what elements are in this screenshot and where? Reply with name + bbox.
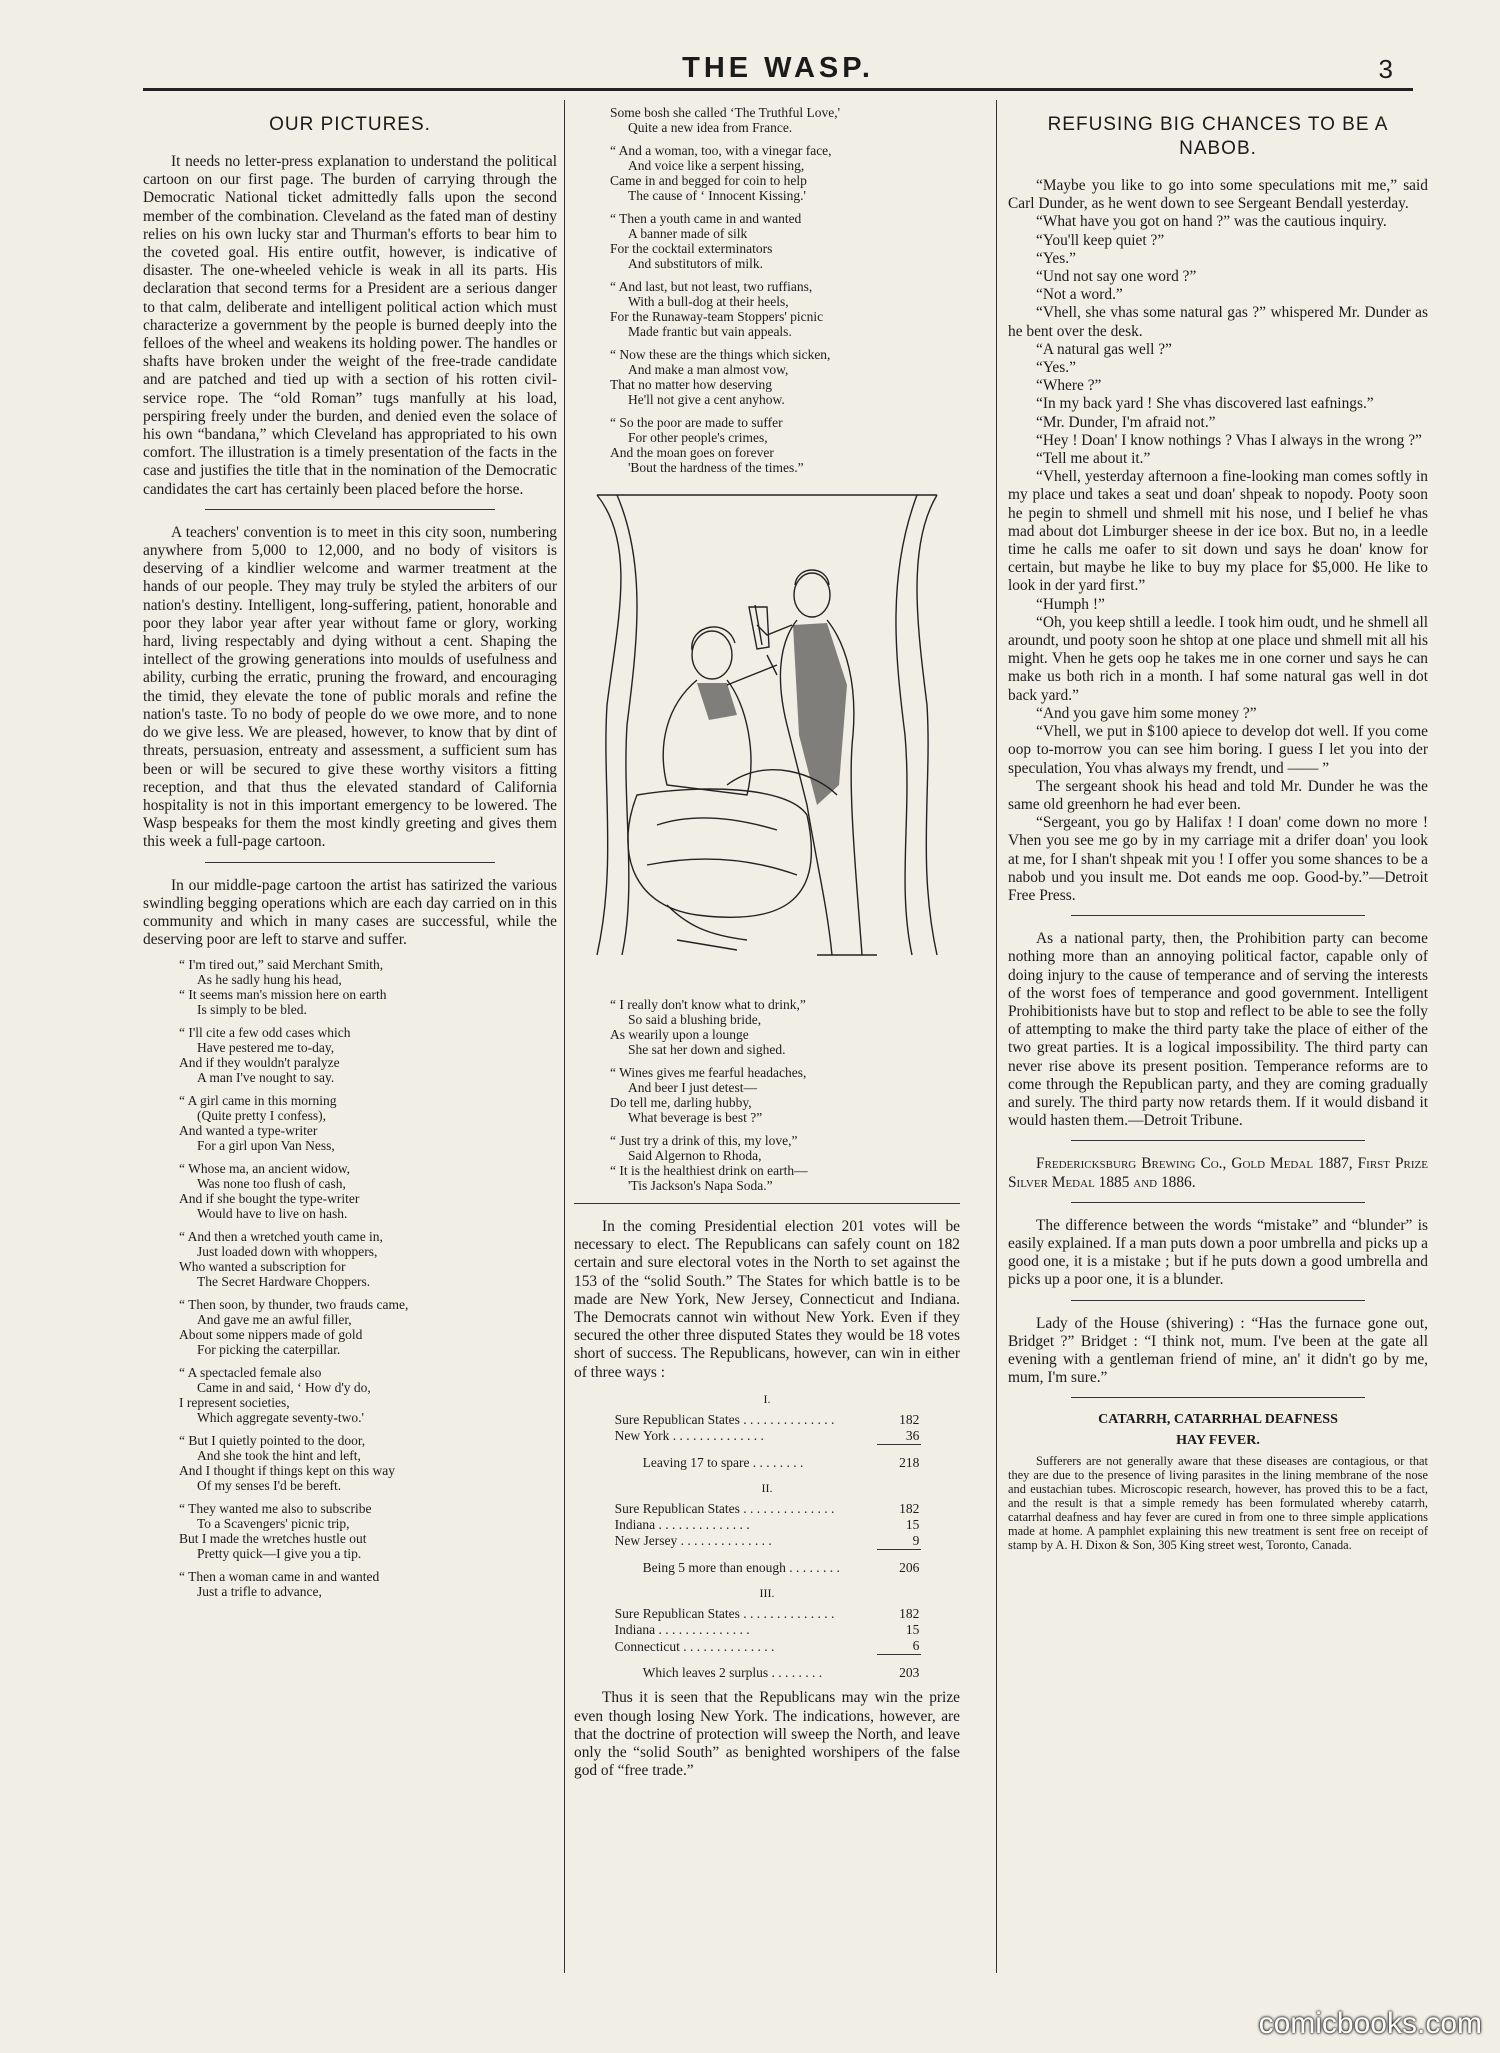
poem-line: “ Then soon, by thunder, two frauds came, bbox=[179, 1297, 409, 1313]
paragraph: In the coming Presidential election 201 votes will be necessary to elect. The Republicans can safely count on 182 certain and sure electoral votes in the North to set against the 153 of the “solid South.” The States for which battle is to be made are New York, New Jersey, Connecticut and Indiana. The Democrats cannot win without New York. Even if they secured the other three disputed States they would be 18 votes short of success. The Republicans, however, can win in either of three ways : bbox=[574, 1218, 960, 1381]
poem-line: “ Then a youth came in and wanted bbox=[610, 211, 802, 226]
poem-line: “ A spectacled female also bbox=[179, 1365, 322, 1381]
tally-numeral: I. bbox=[763, 1391, 771, 1406]
tally-table bbox=[613, 1606, 922, 1681]
tally-total-value: 218 bbox=[877, 1445, 921, 1472]
tally-row bbox=[613, 1638, 922, 1655]
poem-line: Quite a new idea from France. bbox=[628, 120, 793, 135]
poem-stanza bbox=[610, 279, 960, 339]
poem-stanza bbox=[179, 1025, 557, 1085]
poem-line: The cause of ‘ Innocent Kissing.' bbox=[628, 188, 806, 203]
ad-text: Sufferers are not generally aware that these diseases are contagious, or that they are due to the presence of living parasites in the lining membrane of the nose and eustachian tubes. Microscopic research, however, has proved this to be a fact, and the result is that a simple remedy has been formulated whereby catarrh, catarrhal deafness and hay fever are cured in from one to three simple applications made at home. A pamphlet explaining this new treatment is sent free on receipt of stamp by A. H. Dixon & Son, 305 King street west, Toronto, Canada. bbox=[1008, 1454, 1428, 1553]
poem-line: He'll not give a cent anyhow. bbox=[628, 392, 785, 407]
engraving-illustration bbox=[574, 485, 960, 985]
tally-value: 182 bbox=[899, 1606, 920, 1622]
poem-line: “ Just try a drink of this, my love,” bbox=[610, 1133, 798, 1148]
poem-stanza bbox=[179, 1433, 557, 1493]
divider bbox=[574, 1203, 960, 1204]
dialogue-line: “Vhell, we put in $100 apiece to develop dot well. If you come oop to-morrow you can see him boring. I guess I let you into der speculation, You vhas always my frendt, und —— ” bbox=[1008, 723, 1428, 777]
poem bbox=[574, 105, 960, 475]
tally-numeral: III. bbox=[759, 1586, 775, 1601]
poem-line: Would have to live on hash. bbox=[197, 1206, 348, 1222]
poem-stanza bbox=[610, 1133, 960, 1193]
brewing-notice: Fredericksburg Brewing Co., Gold Medal 1887, First Prize Silver Medal 1885 and 1886. bbox=[1008, 1155, 1428, 1191]
tally-total-label: Leaving 17 to spare . . . . . . . . bbox=[642, 1454, 804, 1470]
poem-stanza bbox=[610, 211, 960, 271]
poem-stanza bbox=[610, 1065, 960, 1125]
dialogue-line: “Vhell, she vhas some natural gas ?” whispered Mr. Dunder as he bent over the desk. bbox=[1008, 304, 1428, 340]
poem-line: “ Then a woman came in and wanted bbox=[179, 1569, 380, 1585]
poem-line: And she took the hint and left, bbox=[197, 1448, 361, 1464]
paragraph: The difference between the words “mistake” and “blunder” is easily explained. If a man puts down a poor umbrella and picks up a good one, it is a mistake ; but if he puts down a good umbrella and picks up a poor one, it is a blunder. bbox=[1008, 1216, 1428, 1289]
divider bbox=[1071, 1397, 1365, 1398]
poem-stanza bbox=[179, 1161, 557, 1221]
tally-total-value: 206 bbox=[877, 1550, 921, 1577]
dialogue-line: “And you gave him some money ?” bbox=[1036, 704, 1257, 722]
poem-stanza bbox=[179, 1365, 557, 1425]
poem-line: Made frantic but vain appeals. bbox=[628, 324, 792, 339]
poem-line: About some nippers made of gold bbox=[179, 1327, 363, 1343]
poem-line: “ Whose ma, an ancient widow, bbox=[179, 1161, 350, 1177]
couple-illustration bbox=[574, 485, 960, 985]
tally-label: New York . . . . . . . . . . . . . . bbox=[614, 1428, 764, 1444]
poem-line: As he sadly hung his head, bbox=[197, 972, 342, 988]
tally-row bbox=[613, 1428, 922, 1445]
tally-label: Connecticut . . . . . . . . . . . . . . bbox=[614, 1638, 775, 1654]
poem-line: Which aggregate seventy-two.' bbox=[197, 1410, 364, 1426]
tally-label: Sure Republican States . . . . . . . . . . . . . . bbox=[614, 1501, 835, 1517]
poem-stanza bbox=[610, 997, 960, 1057]
poem-stanza bbox=[610, 143, 960, 203]
paragraph: It needs no letter-press explanation to understand the political cartoon on our first page. The burden of carrying through the Democratic National ticket admittedly falls upon the second member of the combination. Cleveland as the fated man of destiny relies on his own lucky star and Thurman's efforts to bear him to the coveted goal. His entire outfit, however, is indicative of disaster. The one-wheeled vehicle is weak in all its parts. His declaration that second terms for a President are a serious danger to that calm, deliberate and intelligent political action which must characterize a government by the people is burned deeply into the felloes of the wheel and weakens its holding power. The handles or shafts have broken under the weight of the free-trade candidate and are patched and tied up with a section of his rotten civil-service rope. The “old Roman” tugs manfully at his load, perspiring freely under the burden, and denied even the solace of his own “bandana,” which Cleveland has appropriated to his own comfort. The illustration is a timely presentation of the facts in the case and justifies the title that in the nomination of the Democratic candidates the cart has certainly been placed before the horse. bbox=[143, 153, 557, 498]
tally-label: Sure Republican States . . . . . . . . . . . . . . bbox=[614, 1412, 835, 1428]
newspaper-title: THE WASP. bbox=[682, 52, 874, 84]
dialogue-line: “Sergeant, you go by Halifax ! I doan' come down no more ! Vhen you see me go by in my carriage mit a drifer doan' you look at me, for I shan't shpeak mit you ! I offer you some shances to be a nabob und you insult me. Dot eands me oop. Good-by.”—Detroit Free Press. bbox=[1008, 814, 1428, 904]
dialogue-line: “Humph !” bbox=[1036, 595, 1105, 613]
poem-line: But I made the wretches hustle out bbox=[179, 1531, 367, 1547]
poem-stanza bbox=[179, 1093, 557, 1153]
poem-line: “ And then a wretched youth came in, bbox=[179, 1229, 383, 1245]
divider bbox=[1071, 1202, 1365, 1203]
poem-line: And the moan goes on forever bbox=[610, 445, 774, 460]
poem-line: “ I really don't know what to drink,” bbox=[610, 997, 806, 1012]
dialogue-line: “Maybe you like to go into some speculations mit me,” said Carl Dunder, as he went down to see Sergeant Bendall yesterday. bbox=[1008, 177, 1428, 213]
tally-value: 36 bbox=[905, 1428, 920, 1444]
watermark: comicbooks.com bbox=[1258, 2007, 1482, 2040]
tally-total-row bbox=[613, 1655, 922, 1682]
article-heading: REFUSING BIG CHANCES TO BE A NABOB. bbox=[1047, 114, 1389, 159]
poem-line: “ They wanted me also to subscribe bbox=[179, 1501, 372, 1517]
electoral-tally bbox=[574, 1390, 960, 1682]
poem-line: And gave me an awful filler, bbox=[197, 1312, 352, 1328]
tally-value: 6 bbox=[912, 1638, 920, 1654]
column-left bbox=[143, 105, 557, 1973]
divider bbox=[1071, 1300, 1365, 1301]
poem-line: With a bull-dog at their heels, bbox=[628, 294, 789, 309]
poem-line: And wanted a type-writer bbox=[179, 1123, 318, 1139]
tally-row bbox=[613, 1412, 922, 1428]
poem-stanza bbox=[610, 105, 960, 135]
paragraph: A teachers' convention is to meet in this city soon, numbering anywhere from 5,000 to 12,000, and no body of visitors is deserving of a kindlier welcome and warmer treatment at the hands of our people. They may truly be styled the arbiters of our nation's destiny. Intelligent, long-suffering, patient, honorable and poor they labor year after year without fame or glory, working hard, living respectably and dying without a cent. Shaping the intellect of the growing generations into moulds of usefulness and ability, curbing the erratic, pruning the froward, and encouraging the timid, they elevate the tone of public morals and refine the nation's taste. To no body of people do we owe more, and to none do we give less. We are pleased, however, to know that by dint of threats, persuasion, entreaty and assessment, a sufficient sum has been or will be secured to give these worthy visitors a fitting reception, and that thus the elevated standard of California hospitality is not in this important emergency to be lowered. The Wasp bespeaks for them the most kindly greeting and gives them this week a full-page cartoon. bbox=[143, 523, 557, 851]
poem-line: And I thought if things kept on this way bbox=[179, 1463, 395, 1479]
ad-title: HAY FEVER. bbox=[1176, 1433, 1260, 1449]
poem-line: And voice like a serpent hissing, bbox=[628, 158, 805, 173]
poem-line: And make a man almost vow, bbox=[628, 362, 789, 377]
poem-line: “ Now these are the things which sicken, bbox=[610, 347, 831, 362]
tally-value: 15 bbox=[905, 1622, 920, 1638]
poem-stanza bbox=[610, 347, 960, 407]
poem-line: “ So the poor are made to suffer bbox=[610, 415, 783, 430]
column-rule bbox=[564, 100, 565, 1973]
column-rule bbox=[996, 100, 997, 1973]
poem-line: Is simply to be bled. bbox=[197, 1002, 307, 1018]
dialogue-story bbox=[1008, 177, 1428, 905]
poem-line: And substitutors of milk. bbox=[628, 256, 764, 271]
poem-line: So said a blushing bride, bbox=[628, 1012, 762, 1027]
poem-line: Came in and said, ‘ How d'y do, bbox=[197, 1380, 371, 1396]
poem-line: For the Runaway-team Stoppers' picnic bbox=[610, 309, 824, 324]
poem-line: A man I've nought to say. bbox=[197, 1070, 335, 1086]
divider bbox=[1071, 1140, 1365, 1141]
poem-stanza bbox=[179, 957, 557, 1017]
poem-stanza bbox=[179, 1501, 557, 1561]
dialogue-line: “Und not say one word ?” bbox=[1036, 268, 1197, 286]
poem-line: A banner made of silk bbox=[628, 226, 748, 241]
poem-stanza bbox=[179, 1297, 557, 1357]
poem-line: “ I'm tired out,” said Merchant Smith, bbox=[179, 957, 384, 973]
poem-line: (Quite pretty I confess), bbox=[197, 1108, 326, 1124]
poem-line: Of my senses I'd be bereft. bbox=[197, 1478, 342, 1494]
poem-line: For the cocktail exterminators bbox=[610, 241, 773, 256]
dialogue-line: “What have you got on hand ?” was the cautious inquiry. bbox=[1036, 213, 1387, 231]
poem-line: Came in and begged for coin to help bbox=[610, 173, 807, 188]
poem-line: For a girl upon Van Ness, bbox=[197, 1138, 335, 1154]
tally-label: New Jersey . . . . . . . . . . . . . . bbox=[614, 1533, 772, 1549]
dialogue-line: “Tell me about it.” bbox=[1036, 450, 1151, 468]
poem-line: And beer I just detest— bbox=[628, 1080, 757, 1095]
poem-line: For picking the caterpillar. bbox=[197, 1342, 341, 1358]
tally-total-label: Being 5 more than enough . . . . . . . . bbox=[642, 1559, 840, 1575]
tally-table bbox=[613, 1412, 922, 1471]
dialogue-line: “Hey ! Doan' I know nothings ? Vhas I always in the wrong ?” bbox=[1036, 431, 1422, 449]
tally-row bbox=[613, 1501, 922, 1517]
poem-line: “ Wines gives me fearful headaches, bbox=[610, 1065, 807, 1080]
paragraph: Thus it is seen that the Republicans may win the prize even though losing New York. The indications, however, are that the doctrine of protection will sweep the North, and leave only the “solid South” as benighted worshipers of the false god of “free trade.” bbox=[574, 1689, 960, 1780]
column-middle bbox=[574, 105, 960, 1973]
paragraph: In our middle-page cartoon the artist has satirized the various swindling begging operations which are each day carried on in this community and which in many cases are successful, while the deserving poor are left to starve and suffer. bbox=[143, 876, 557, 949]
tally-total-value: 203 bbox=[877, 1655, 921, 1682]
poem-stanza bbox=[610, 415, 960, 475]
poem-line: Who wanted a subscription for bbox=[179, 1259, 346, 1275]
dialogue-line: “You'll keep quiet ?” bbox=[1036, 231, 1165, 249]
tally-value: 182 bbox=[899, 1412, 920, 1428]
poem-line: Have pestered me to-day, bbox=[197, 1040, 335, 1056]
poem-line: “ It is the healthiest drink on earth— bbox=[610, 1163, 808, 1178]
ad-title: CATARRH, CATARRHAL DEAFNESS bbox=[1098, 1412, 1338, 1428]
caption-poem bbox=[574, 997, 960, 1193]
divider bbox=[205, 509, 495, 510]
tally-row bbox=[613, 1533, 922, 1550]
divider bbox=[205, 862, 495, 863]
divider bbox=[1071, 915, 1365, 916]
poem-line: She sat her down and sighed. bbox=[628, 1042, 786, 1057]
poem-stanza bbox=[179, 1569, 557, 1599]
dialogue-line: “In my back yard ! She vhas discovered last eafnings.” bbox=[1036, 395, 1374, 413]
poem-line: For other people's crimes, bbox=[628, 430, 768, 445]
poem-line: Just a trifle to advance, bbox=[197, 1584, 322, 1600]
poem-line: “ And last, but not least, two ruffians, bbox=[610, 279, 813, 294]
tally-label: Indiana . . . . . . . . . . . . . . bbox=[614, 1622, 750, 1638]
tally-row bbox=[613, 1517, 922, 1533]
dialogue-line: “Where ?” bbox=[1036, 377, 1102, 395]
column-right bbox=[1008, 105, 1428, 1973]
tally-numeral: II. bbox=[761, 1481, 773, 1496]
poem-line: “ It seems man's mission here on earth bbox=[179, 987, 387, 1003]
dialogue-line: “A natural gas well ?” bbox=[1036, 340, 1172, 358]
poem-line: And if they wouldn't paralyze bbox=[179, 1055, 340, 1071]
poem-line: “ And a woman, too, with a vinegar face, bbox=[610, 143, 832, 158]
tally-table bbox=[613, 1501, 922, 1576]
poem-line: That no matter how deserving bbox=[610, 377, 772, 392]
poem-line: To a Scavengers' picnic trip, bbox=[197, 1516, 350, 1532]
tally-label: Indiana . . . . . . . . . . . . . . bbox=[614, 1517, 750, 1533]
poem-line: Pretty quick—I give you a tip. bbox=[197, 1546, 362, 1562]
poem-line: As wearily upon a lounge bbox=[610, 1027, 749, 1042]
tally-value: 15 bbox=[905, 1517, 920, 1533]
tally-total-row bbox=[613, 1550, 922, 1577]
poem bbox=[143, 957, 557, 1599]
poem-stanza bbox=[179, 1229, 557, 1289]
tally-row bbox=[613, 1606, 922, 1622]
masthead bbox=[143, 48, 1413, 91]
poem-line: What beverage is best ?” bbox=[628, 1110, 763, 1125]
dialogue-line: The sergeant shook his head and told Mr. Dunder he was the same old greenhorn he had ever been. bbox=[1008, 777, 1428, 813]
dialogue-line: “Yes.” bbox=[1036, 249, 1076, 267]
tally-row bbox=[613, 1622, 922, 1638]
paragraph: As a national party, then, the Prohibition party can become nothing more than an annoying political factor, capable only of doing injury to the cause of temperance and of serving the interests of the worst foes of temperance and good government. Intelligent Prohibitionists have but to stop and reflect to be able to see the folly of attempting to make the third party take the place of either of the two great parties. It is a logical impossibility. The third party can never rise above its present position. Temperance reforms are to come through the Republican party, and they are coming gradually and surely. The third party now retards them. If it would disband it would hasten them.—Detroit Tribune. bbox=[1008, 930, 1428, 1130]
tally-value: 182 bbox=[899, 1501, 920, 1517]
dialogue-line: “Not a word.” bbox=[1036, 286, 1123, 304]
poem-line: Just loaded down with whoppers, bbox=[197, 1244, 378, 1260]
poem-line: And if she bought the type-writer bbox=[179, 1191, 360, 1207]
poem-line: Do tell me, darling hubby, bbox=[610, 1095, 752, 1110]
tally-total-row bbox=[613, 1445, 922, 1472]
poem-line: 'Tis Jackson's Napa Soda.” bbox=[628, 1178, 773, 1193]
tally-total-label: Which leaves 2 surplus . . . . . . . . bbox=[642, 1665, 823, 1681]
paragraph: Lady of the House (shivering) : “Has the furnace gone out, Bridget ?” Bridget : “I think not, mum. I've been at the gate all evening with a gentleman friend of mine, an' it didn't go by me, mum, I'm sure.” bbox=[1008, 1314, 1428, 1387]
tally-label: Sure Republican States . . . . . . . . . . . . . . bbox=[614, 1606, 835, 1622]
dialogue-line: “Vhell, yesterday afternoon a fine-looking man comes softly in my place und takes a seat und doan' shpeak to nopody. Pooty soon he pegin to shmell und shmell mit his nose, und I belief he vhas mad about dot Limburger sheese in der ice box. But no, in a leedle time he calls me oafer to sit down und says he doan' know for certain, but maybe he like to buy my place for $5,000. He like to look in der yard first.” bbox=[1008, 468, 1428, 595]
poem-line: “ I'll cite a few odd cases which bbox=[179, 1025, 351, 1041]
page-number: 3 bbox=[1378, 54, 1393, 84]
dialogue-line: “Mr. Dunder, I'm afraid not.” bbox=[1036, 413, 1216, 431]
poem-line: I represent societies, bbox=[179, 1395, 290, 1411]
poem-line: Was none too flush of cash, bbox=[197, 1176, 346, 1192]
poem-line: 'Bout the hardness of the times.” bbox=[628, 460, 804, 475]
dialogue-line: “Yes.” bbox=[1036, 359, 1076, 377]
poem-line: “ A girl came in this morning bbox=[179, 1093, 337, 1109]
article-heading: OUR PICTURES. bbox=[269, 114, 431, 135]
poem-line: Said Algernon to Rhoda, bbox=[628, 1148, 762, 1163]
poem-line: The Secret Hardware Choppers. bbox=[197, 1274, 371, 1290]
tally-value: 9 bbox=[912, 1533, 920, 1549]
poem-line: Some bosh she called ‘The Truthful Love,' bbox=[610, 105, 841, 120]
poem-line: “ But I quietly pointed to the door, bbox=[179, 1433, 366, 1449]
dialogue-line: “Oh, you keep shtill a leedle. I took him oudt, und he shmell all aroundt, und pooty soon he shtop at one place und shmell mit all his might. Vhen he gets oop he takes me in one corner und says he can make us both rich in a month. I haf some natural gas well in dot back yard.” bbox=[1008, 613, 1428, 704]
